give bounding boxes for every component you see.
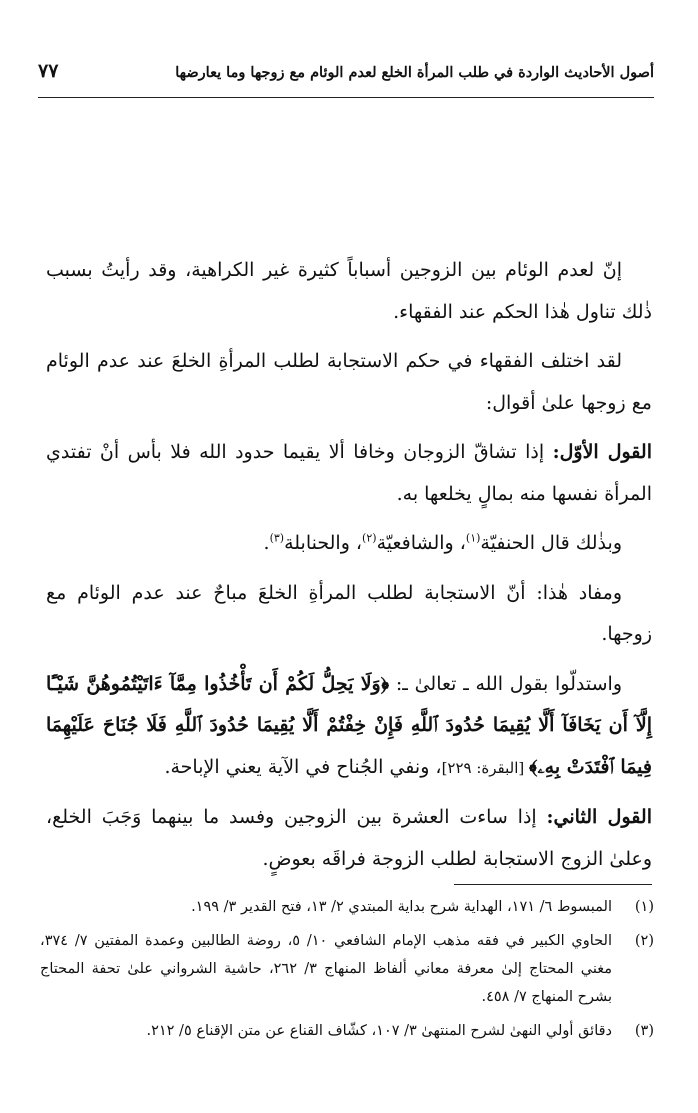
footnote-3 — [40, 1017, 654, 1045]
footnote-2 — [40, 927, 654, 1011]
footnote-divider — [454, 884, 652, 885]
footnote-number: (٢) — [634, 933, 654, 949]
footnotes — [40, 893, 654, 1051]
header-divider — [38, 97, 654, 98]
paragraph-schools — [46, 523, 652, 565]
paragraph-2: لقد اختلف الفقهاء في حكم الاستجابة لطلب المرأةِ الخلعَ عند عدم الوئام مع زوجها علىٰ أقوال: — [46, 350, 652, 414]
paragraph-conclusion: ومفاد هٰذا: أنّ الاستجابة لطلب المرأةِ الخلعَ مباحٌ عند عدم الوئام مع زوجها. — [46, 581, 652, 645]
paragraph-evidence — [46, 664, 652, 790]
paragraph-1: إنّ لعدم الوئام بين الزوجين أسباباً كثيرة غير الكراهية، وقد رأيتُ بسبب ذٰلك تناول هٰذا الحكم عند الفقهاء. — [46, 259, 652, 323]
schools-text-a: وبذٰلك قال الحنفيّة — [480, 532, 622, 554]
footnote-number: (٣) — [634, 1023, 654, 1039]
schools-text-d: . — [263, 532, 270, 554]
paragraph-first-opinion — [46, 432, 652, 515]
second-opinion-label: القول الثاني: — [546, 806, 652, 828]
paragraph-second-opinion — [46, 797, 652, 880]
quran-verse: ﴿وَلَا يَحِلُّ لَكُمْ أَن تَأْخُذُوا مِمَّآ ءَاتَيْتُمُوهُنَّ شَيْـًٔا إِلَّآ أَن يَخَافَآ أَلَّا يُقِيمَا حُدُودَ ٱللَّهِ فَإِنْ خِفْتُمْ أَلَّا يُقِيمَا حُدُودَ ٱللَّهِ فَلَا جُنَاحَ عَلَيْهِمَا فِيمَا ٱفْتَدَتْ بِهِۦ﴾ — [46, 672, 652, 778]
verse-reference: [البقرة: ٢٢٩] — [441, 758, 530, 777]
schools-text-c: ، والحنابلة — [284, 532, 363, 554]
evidence-intro: واستدلّوا بقول الله ـ تعالىٰ ـ: — [389, 672, 622, 695]
first-opinion-text: إذا تشاقّ الزوجان وخافا ألا يقيما حدود الله فلا بأس أنْ تفتدي المرأة نفسها منه بمالٍ يخلعها به. — [46, 441, 652, 505]
footnote-number: (١) — [634, 899, 654, 915]
main-text — [46, 250, 652, 888]
footnote-text: دقائق أولي النهىٰ لشرح المنتهىٰ ٣/ ١٠٧، كشّاف القناع عن متن الإقناع ٥/ ٢١٢. — [146, 1023, 612, 1039]
footnote-ref-1: (١) — [465, 531, 481, 545]
schools-text-b: ، والشافعيّة — [376, 532, 466, 554]
page-header — [38, 58, 654, 98]
footnote-ref-2: (٢) — [362, 531, 377, 545]
evidence-explanation: ، ونفي الجُناح في الآية يعني الإباحة. — [164, 755, 442, 778]
footnote-1 — [40, 893, 654, 921]
first-opinion-label: القول الأوّل: — [552, 441, 652, 463]
footnote-ref-3: (٣) — [269, 531, 285, 545]
footnote-text: المبسوط ٦/ ١٧١، الهداية شرح بداية المبتدي ٢/ ١٣، فتح القدير ٣/ ١٩٩. — [191, 899, 612, 915]
running-title: أصول الأحاديث الواردة في طلب المرأة الخلع لعدم الوئام مع زوجها وما يعارضها — [175, 64, 654, 81]
page-number: ٧٧ — [38, 60, 59, 82]
footnote-text: الحاوي الكبير في فقه مذهب الإمام الشافعي ١٠/ ٥، روضة الطالبين وعمدة المفتين ٧/ ٣٧٤، مغني المحتاج إلىٰ معرفة معاني ألفاظ المنهاج ٣/ ٢٦٢، حاشية الشرواني علىٰ تحفة المحتاج بشرح المنهاج ٧/ ٤٥٨. — [40, 933, 613, 1005]
second-opinion-text: إذا ساءت العشرة بين الزوجين وفسد ما بينهما وَجَبَ الخلع، وعلىٰ الزوج الاستجابة لطلب الزوجة فراقَه بعوضٍ. — [46, 806, 652, 870]
